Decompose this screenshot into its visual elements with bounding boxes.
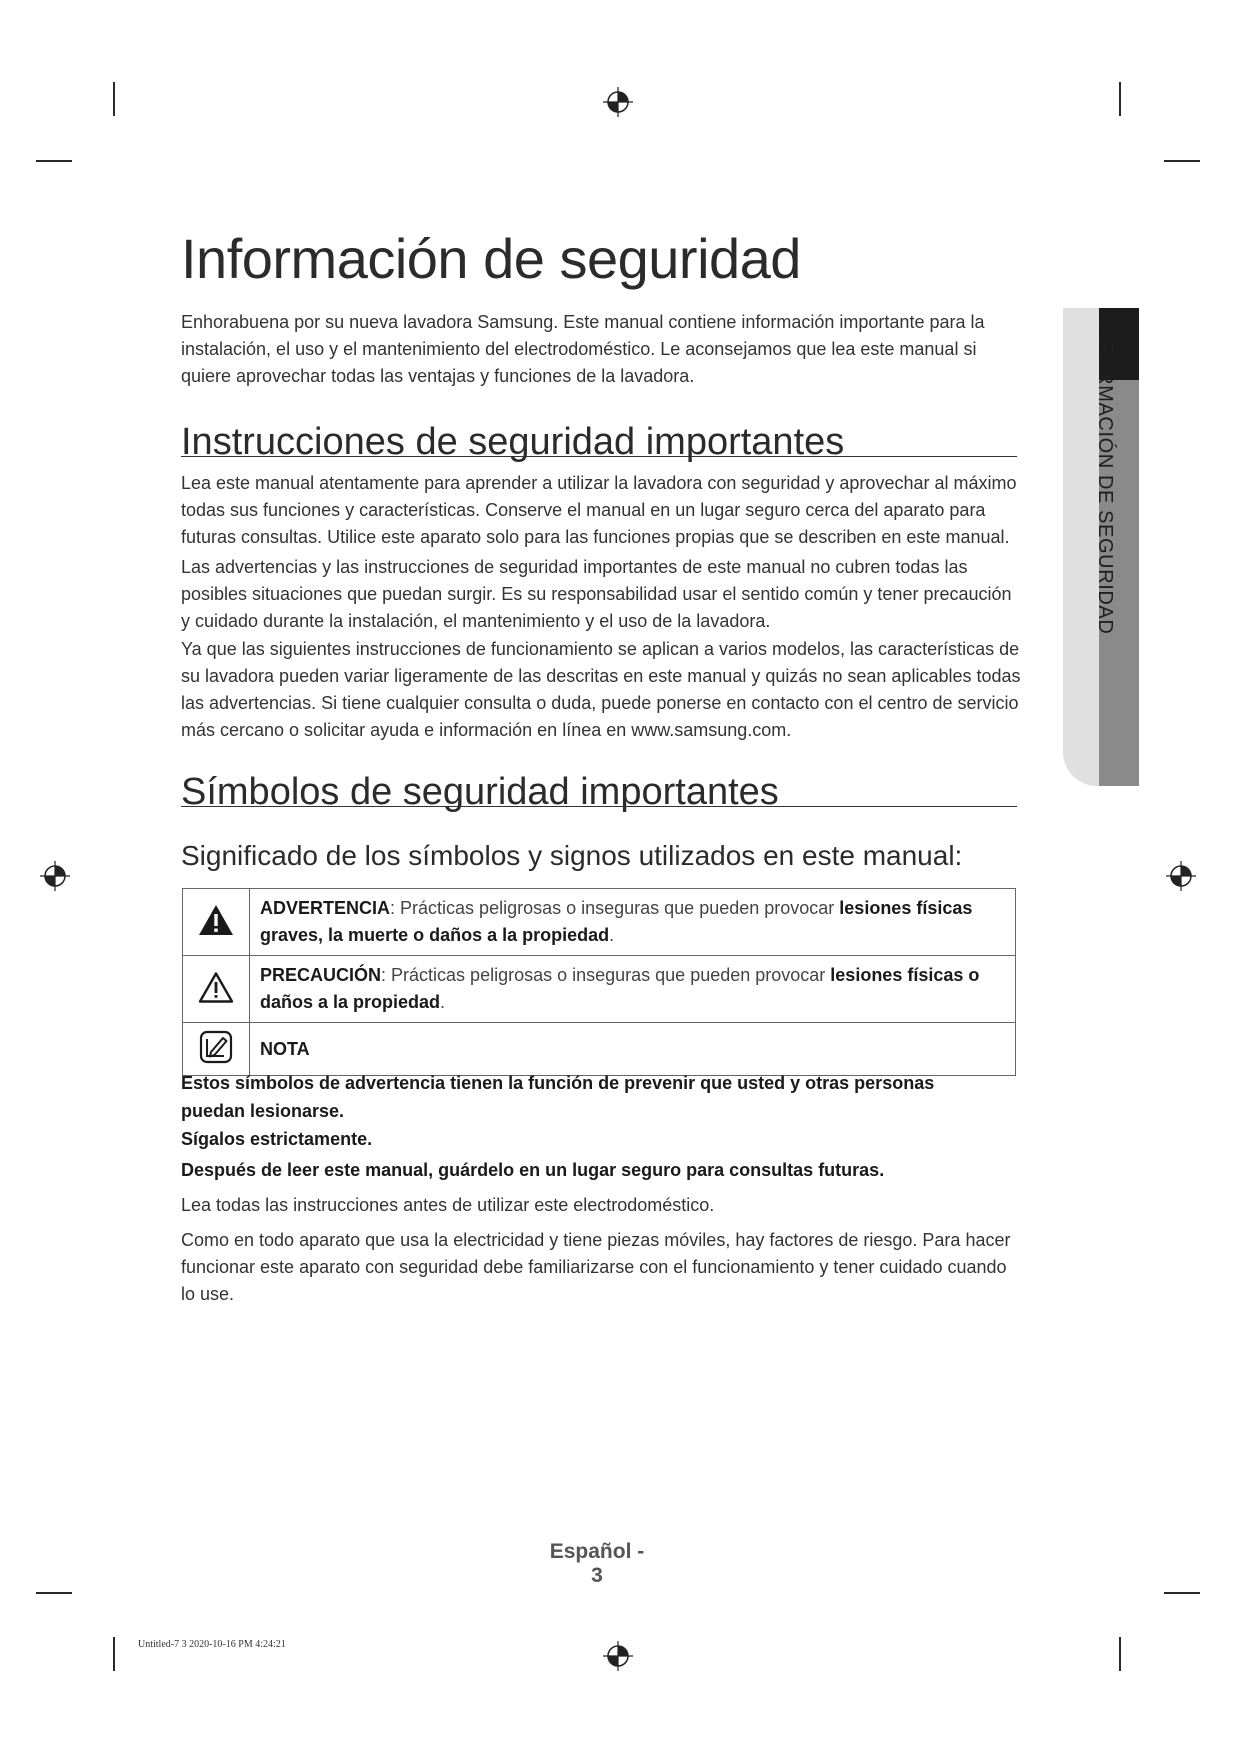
read-instructions-paragraph: Lea todas las instrucciones antes de utilizar este electrodoméstico. [181,1195,715,1215]
symbols-subheading: Significado de los símbolos y signos utilizados en este manual: [181,840,963,871]
caution-separator: : [381,965,392,985]
caution-outline-triangle-icon [198,971,234,1003]
page-number: Español - 3 [549,1540,645,1587]
follow-strictly-note: Sígalos estrictamente. [181,1129,373,1149]
warning-filled-triangle-icon [198,904,234,936]
crop-mark-top-left-vertical [113,82,115,116]
table-row-caution [183,956,1016,1023]
note-icon [199,1030,233,1064]
side-tab-label: INFORMACIÓN DE SEGURIDAD [1094,320,1116,635]
caution-end: . [440,992,446,1012]
table-row-note [183,1023,1016,1076]
caution-term: PRECAUCIÓN [260,965,382,985]
intro-paragraph: Enhorabuena por su nueva lavadora Samsung. Este manual contiene información importante para la instalación, el uso y el mantenimiento del electrodoméstico. Le aconsejamos que lea este manual si quiere aprovechar todas las ventajas y funciones de la lavadora. [181,312,985,386]
warning-term: ADVERTENCIA [260,898,391,918]
crop-mark-top-right-vertical [1119,82,1121,116]
warning-separator: : [390,898,401,918]
symbols-table [182,888,1016,1076]
table-row-warning [183,889,1016,956]
instructions-paragraph-1: Lea este manual atentamente para aprender a utilizar la lavadora con seguridad y aprovechar al máximo todas sus funciones y características. Conserve el manual en un lugar seguro cerca del aparato para futuras consultas. Utilice este aparato solo para las funciones propias que se describen en este manual. [181,473,1017,547]
warning-description: Prácticas peligrosas o inseguras que pueden provocar [400,898,840,918]
instructions-heading [181,412,1017,463]
crop-mark-bottom-left-horizontal [36,1592,72,1594]
registration-mark-right-icon [1166,861,1196,891]
instructions-paragraph-2: Las advertencias y las instrucciones de seguridad importantes de este manual no cubren todas las posibles situaciones que puedan surgir. Es su responsabilidad usar el sentido común y tener precaución y cuidado durante la instalación, el mantenimiento y el uso de la lavadora. [181,557,1012,631]
crop-mark-bottom-right-vertical [1119,1637,1121,1671]
keep-manual-note: Después de leer este manual, guárdelo en un lugar seguro para consultas futuras. [181,1160,885,1180]
table-cell-icon [183,1023,250,1076]
crop-mark-bottom-right-horizontal [1164,1592,1200,1594]
crop-mark-bottom-left-vertical [113,1637,115,1671]
risk-factors-paragraph: Como en todo aparato que usa la electricidad y tiene piezas móviles, hay factores de riesgo. Para hacer funcionar este aparato con seguridad debe familiarizarse con el funcionamiento y tener cuidado cuando lo use. [181,1230,1011,1304]
crop-mark-top-left-horizontal [36,160,72,162]
registration-mark-bottom-icon [603,1641,633,1671]
caution-description: Prácticas peligrosas o inseguras que pueden provocar [391,965,831,985]
warning-emphasis: lesiones físicas graves, la muerte o daños a la propiedad [260,898,973,945]
page-title: Información de seguridad [181,227,801,290]
symbols-heading [181,762,1017,813]
table-cell-icon [183,889,250,956]
table-cell-text [250,956,1016,1023]
print-info: Untitled-7 3 2020-10-16 PM 4:24:21 [138,1639,286,1650]
table-cell-icon [183,956,250,1023]
crop-mark-top-right-horizontal [1164,160,1200,162]
warning-end: . [609,925,615,945]
symbols-heading-text: Símbolos de seguridad importantes [181,771,779,813]
symbols-purpose-note: Estos símbolos de advertencia tienen la función de prevenir que usted y otras personas puedan lesionarse. [181,1073,935,1121]
table-cell-text [250,889,1016,956]
registration-mark-top-icon [603,87,633,117]
table-cell-text [250,1023,1016,1076]
instructions-heading-text: Instrucciones de seguridad importantes [181,421,845,463]
instructions-paragraph-3: Ya que las siguientes instrucciones de funcionamiento se aplican a varios modelos, las características de su lavadora pueden variar ligeramente de las descritas en este manual y quizás no sean aplicables todas las advertencias. Si tiene cualquier consulta o duda, puede ponerse en contacto con el centro de servicio más cercano o solicitar ayuda e información en línea en www.samsung.com. [181,639,1021,740]
note-term: NOTA [260,1038,310,1059]
registration-mark-left-icon [40,861,70,891]
caution-emphasis: lesiones físicas o daños a la propiedad [260,965,980,1012]
